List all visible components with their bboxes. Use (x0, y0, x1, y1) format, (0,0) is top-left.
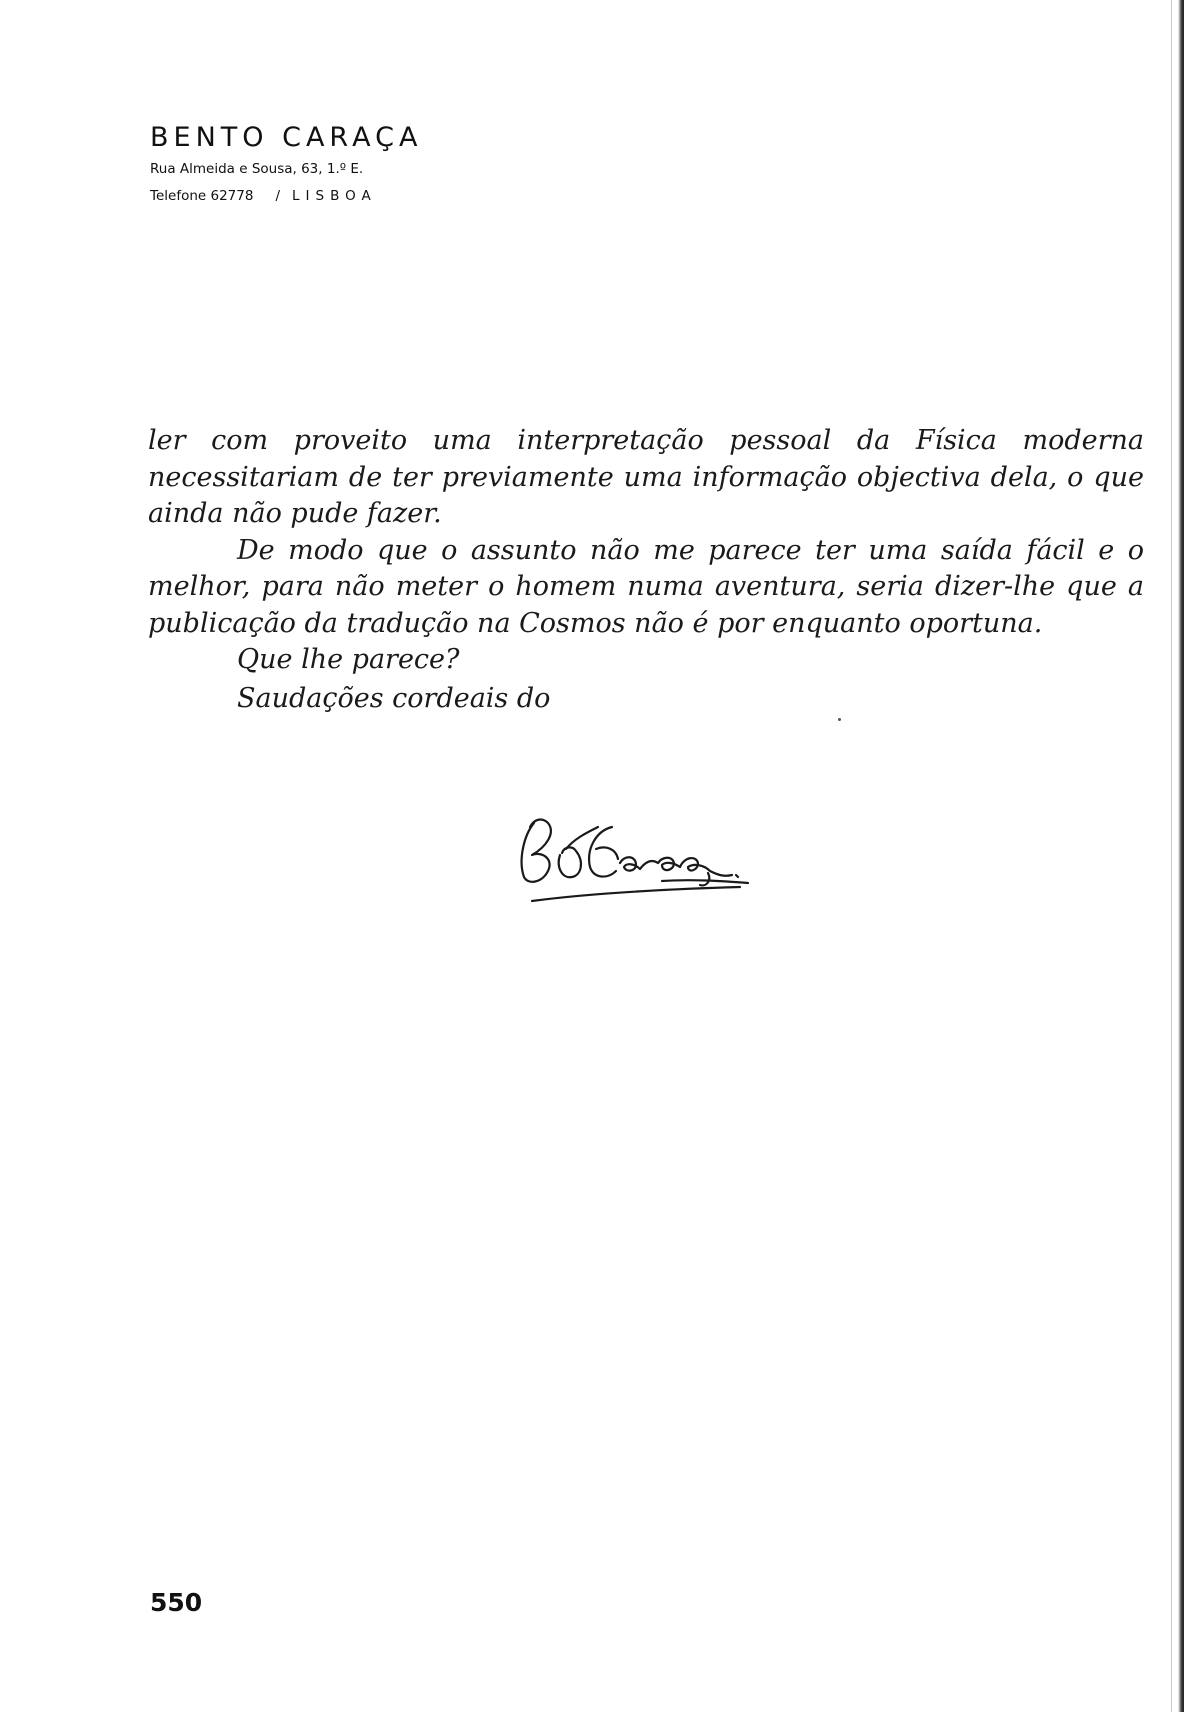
letterhead-phone: Telefone 62778 (150, 188, 254, 204)
paragraph-1: ler com proveito uma interpretação pessoal da Física moderna necessitariam de ter previamente uma informação objectiva dela, o que ainda não pude fazer. (148, 425, 1144, 529)
paragraph-2: De modo que o assunto não me parece ter uma saída fácil e o melhor, para não meter o homem numa aventura, seria dizer-lhe que a publicação da tradução na Cosmos não é por enquanto oportuna. (148, 534, 1144, 639)
scan-edge-line (1171, 0, 1172, 1712)
scan-edge-shadow (1178, 0, 1184, 1712)
letterhead-city: LISBOA (292, 188, 377, 204)
closing-line: Saudações cordeais do (237, 683, 551, 714)
signature-drawing (512, 805, 812, 905)
letterhead-contact (150, 187, 422, 205)
letterhead (150, 122, 422, 205)
letterhead-separator: / (275, 188, 280, 204)
letterhead-address: Rua Almeida e Sousa, 63, 1.º E. (150, 161, 364, 177)
letterhead-name: BENTO CARAÇA (150, 122, 423, 153)
page-number: 550 (150, 1588, 203, 1617)
handwritten-signature (512, 805, 812, 905)
letter-body (148, 423, 1144, 720)
ink-speck (838, 718, 841, 721)
question-line: Que lhe parece? (237, 644, 460, 675)
